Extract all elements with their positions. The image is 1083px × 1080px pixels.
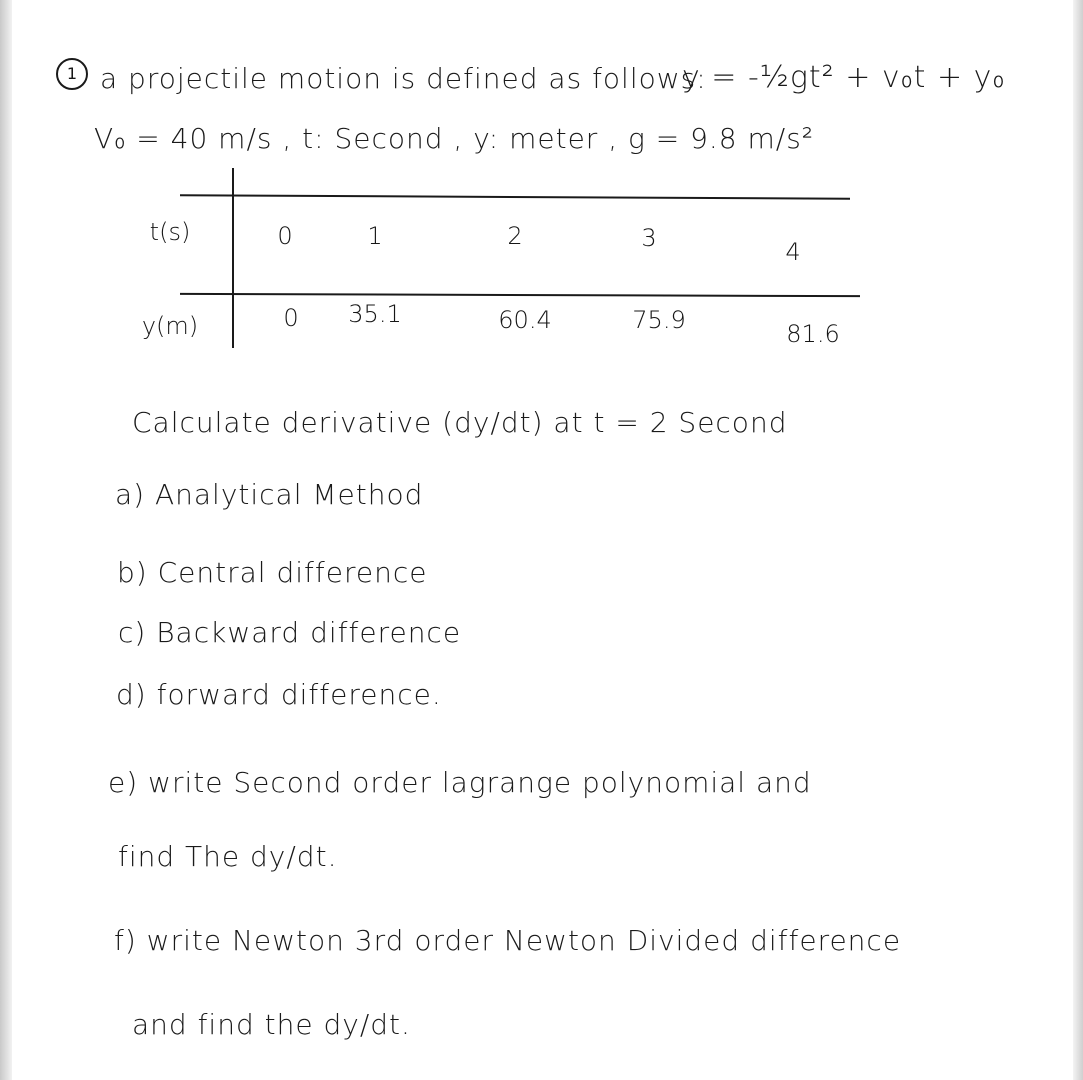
- problem-number: 1: [56, 58, 88, 90]
- table-cell-t4: 4: [785, 238, 801, 266]
- table-cell-t2: 2: [507, 222, 523, 250]
- table-row-label-t: t(s): [149, 218, 191, 246]
- table-cell-t3: 3: [641, 224, 657, 252]
- part-e-line2: find The dy/dt.: [118, 840, 338, 873]
- table-cell-y1: 35.1: [348, 300, 402, 328]
- table-cell-y2: 60.4: [498, 306, 552, 334]
- table-middle-rule: [180, 293, 860, 297]
- part-a: a) Analytical Method: [115, 478, 424, 511]
- table-cell-t0: 0: [277, 222, 293, 250]
- given-values-text: V₀ = 40 m/s , t: Second , y: meter , g = 9.8 m/s²: [94, 122, 815, 155]
- part-f-line1: f) write Newton 3rd order Newton Divided difference: [114, 924, 902, 957]
- table-cell-y3: 75.9: [632, 306, 686, 334]
- page-edge-right: [1073, 0, 1083, 1080]
- table-cell-t1: 1: [367, 222, 383, 250]
- table-top-rule: [180, 194, 850, 200]
- part-b: b) Central difference: [117, 556, 428, 589]
- table-row-label-y: y(m): [141, 312, 199, 340]
- page-edge-left: [0, 0, 12, 1080]
- table-cell-y4: 81.6: [786, 320, 840, 348]
- part-e-line1: e) write Second order lagrange polynomial and: [108, 766, 812, 799]
- part-d: d) forward difference.: [116, 678, 442, 711]
- problem-intro-text: a projectile motion is defined as follows:: [100, 62, 707, 95]
- part-c: c) Backward difference: [118, 616, 462, 649]
- projectile-equation: y = -½gt² + v₀t + y₀: [682, 60, 1006, 95]
- table-cell-y0: 0: [283, 304, 299, 332]
- table-divider: [232, 168, 234, 348]
- part-f-line2: and find the dy/dt.: [132, 1008, 411, 1041]
- instruction-text: Calculate derivative (dy/dt) at t = 2 Second: [132, 406, 788, 439]
